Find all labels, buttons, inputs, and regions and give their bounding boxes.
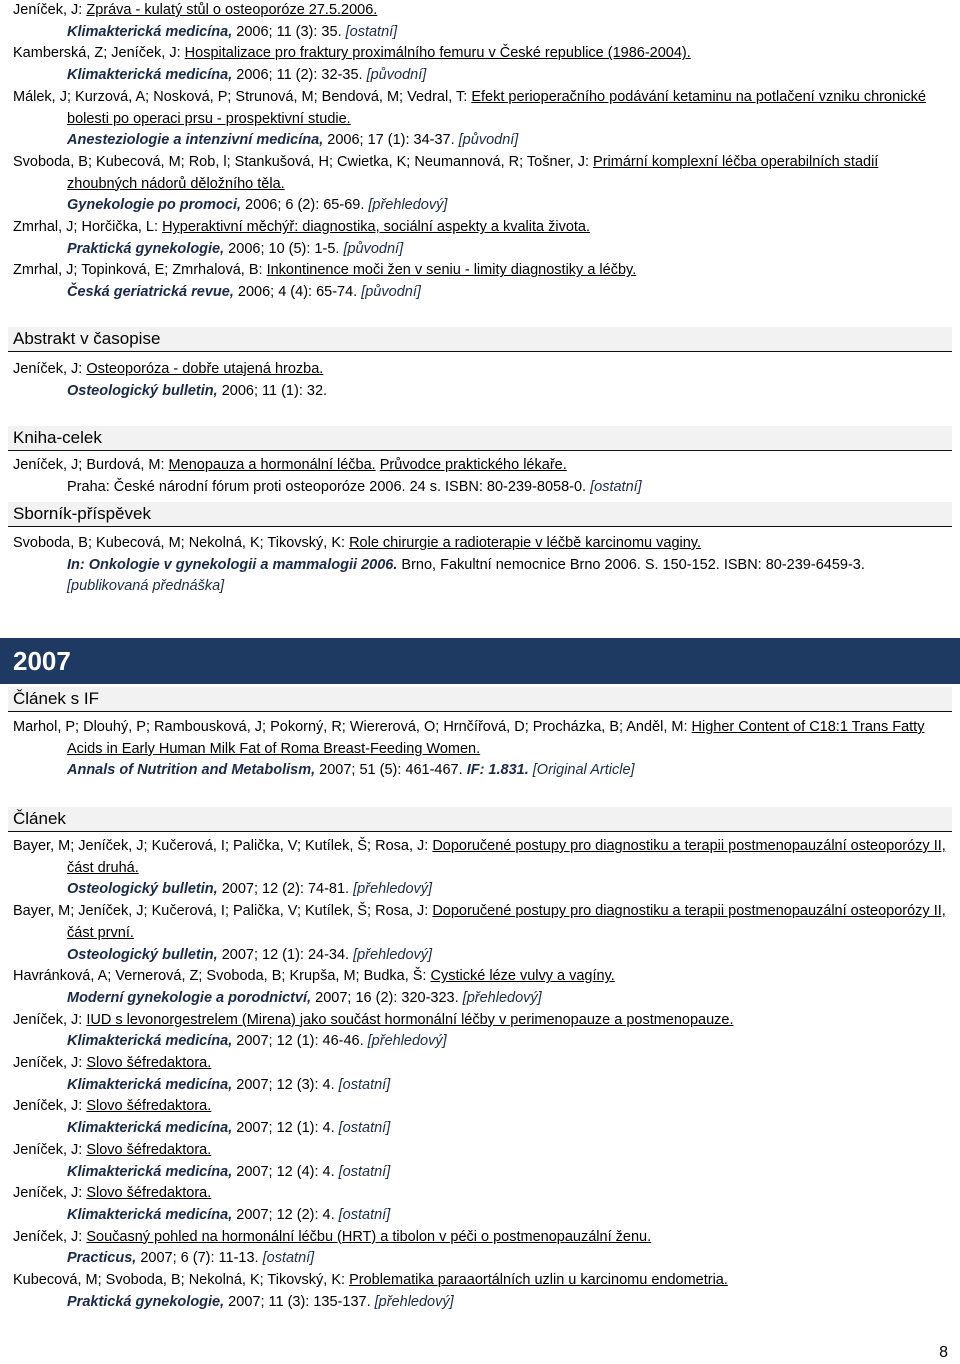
publication-entry — [13, 1096, 947, 1139]
entry-tag: [původní] — [458, 132, 519, 149]
publication-entry — [13, 359, 947, 402]
entry-journal: Anesteziologie a intenzivní medicína, — [67, 132, 324, 149]
entry-tag: [přehledový] — [353, 946, 433, 963]
entry-authors: Zmrhal, J; Horčička, L: — [13, 219, 163, 236]
section-heading-clanek-if: Článek s IF — [8, 687, 952, 712]
entry-details: 2006; 6 (2): 65-69. — [241, 197, 369, 214]
entry-journal: Annals of Nutrition and Metabolism, — [67, 762, 316, 779]
entry-title-link[interactable]: Zpráva - kulatý stůl o osteoporóze 27.5.2006. — [86, 2, 378, 18]
entry-tag: [ostatní] — [338, 1120, 391, 1137]
entry-impact-factor: IF: 1.831. — [466, 762, 529, 779]
entry-authors: Bayer, M; Jeníček, J; Kučerová, I; Palička, V; Kutílek, Š; Rosa, J: — [13, 903, 433, 920]
entry-details: 2007; 12 (1): 4. — [232, 1120, 339, 1137]
entry-tag: [ostatní] — [338, 1163, 391, 1180]
entry-authors: Jeníček, J: — [13, 1141, 87, 1158]
entry-journal: Česká geriatrická revue, — [67, 284, 234, 301]
entry-title-link[interactable]: Současný pohled na hormonální léčbu (HRT) a tibolon v péči o postmenopauzální ženu. — [86, 1228, 652, 1245]
entry-authors: Bayer, M; Jeníček, J; Kučerová, I; Palička, V; Kutílek, Š; Rosa, J: — [13, 838, 433, 854]
entry-details: 2007; 11 (3): 135-137. — [224, 1293, 375, 1310]
entry-title-link[interactable]: Slovo šéfredaktora. — [86, 1055, 212, 1072]
if-article-list — [13, 717, 947, 782]
entry-proceedings: In: Onkologie v gynekologii a mammalogii 2006. — [67, 556, 398, 573]
entry-details: 2007; 51 (5): 461-467. — [315, 762, 467, 779]
entry-tag: [ostatní] — [345, 23, 398, 40]
entry-journal: Praktická gynekologie, — [67, 1293, 225, 1310]
section-heading-abstrakt: Abstrakt v časopise — [8, 327, 952, 352]
publication-entry — [13, 455, 947, 498]
entry-authors: Málek, J; Kurzová, A; Nosková, P; Strunová, M; Bendová, M; Vedral, T: — [13, 88, 472, 105]
publication-entry — [13, 43, 947, 86]
section-heading-sbornik: Sborník-příspěvek — [8, 502, 952, 527]
book-list — [13, 455, 947, 498]
entry-tag: [přehledový] — [462, 989, 542, 1006]
publication-entry — [13, 533, 947, 598]
entry-tag: [přehledový] — [353, 881, 433, 898]
entry-tag: [přehledový] — [367, 1033, 447, 1050]
entry-tag: [ostatní] — [338, 1206, 391, 1223]
publication-entry — [13, 1140, 947, 1183]
entry-journal: Practicus, — [67, 1250, 137, 1267]
entry-details: 2006; 11 (1): 32. — [217, 382, 328, 399]
entry-tag: [ostatní] — [338, 1076, 391, 1093]
entry-title-link[interactable]: Hospitalizace pro fraktury proximálního femuru v České republice (1986-2004). — [184, 45, 691, 62]
entry-tag: [původní] — [361, 284, 421, 301]
entry-tag: [publikovaná přednáška] — [67, 578, 225, 595]
entry-title-link[interactable]: Primární komplexní léčba operabilních stadií zhoubných nádorů děložního těla. — [67, 153, 879, 192]
publication-entry — [13, 87, 947, 152]
entry-tag: [původní] — [343, 240, 404, 257]
entry-title-link[interactable]: Slovo šéfredaktora. — [86, 1098, 212, 1115]
entry-title-link[interactable]: Doporučené postupy pro diagnostiku a terapii postmenopauzální osteoporózy II, část druhá. — [67, 838, 946, 876]
entry-authors: Marhol, P; Dlouhý, P; Rambousková, J; Pokorný, R; Wiererová, O; Hrnčířová, D; Procházka, B; Anděl, M: — [13, 719, 692, 735]
publication-entry — [13, 966, 947, 1009]
entry-title-link[interactable]: Efekt perioperačního podávání ketaminu na potlačení vzniku chronické bolesti po operaci prsu - prospektivní studie. — [67, 88, 926, 127]
publication-entry — [13, 901, 947, 966]
entry-tag: [Original Article] — [528, 762, 635, 779]
entry-authors: Jeníček, J: — [13, 2, 87, 18]
entry-details: 2007; 12 (1): 24-34. — [217, 946, 354, 963]
entry-title-link[interactable]: Slovo šéfredaktora. — [86, 1185, 212, 1202]
entry-authors: Havránková, A; Vernerová, Z; Svoboda, B; Krupša, M; Budka, Š: — [13, 968, 431, 985]
page-number: 8 — [939, 1344, 948, 1361]
entry-journal: Klimakterická medicína, — [67, 1163, 233, 1180]
entry-subtitle-link[interactable]: Průvodce praktického lékaře. — [379, 457, 567, 473]
entry-journal: Gynekologie po promoci, — [67, 197, 242, 214]
publication-entry — [13, 1270, 947, 1313]
publication-entry — [13, 0, 947, 43]
entry-authors: Jeníček, J: — [13, 1055, 87, 1072]
entry-authors: Kamberská, Z; Jeníček, J: — [13, 45, 185, 62]
entry-tag: [přehledový] — [374, 1293, 454, 1310]
publication-entry — [13, 1183, 947, 1226]
entry-journal: Klimakterická medicína, — [67, 23, 233, 40]
entry-authors: Svoboda, B; Kubecová, M; Rob, l; Stankušová, H; Cwietka, K; Neumannová, R; Tošner, J: — [13, 153, 594, 170]
entry-journal: Praktická gynekologie, — [67, 240, 225, 257]
entry-authors: Zmrhal, J; Topinková, E; Zmrhalová, B: — [13, 262, 267, 279]
entry-journal: Osteologický bulletin, — [67, 946, 218, 963]
entry-title-link[interactable]: Menopauza a hormonální léčba. — [168, 457, 376, 473]
entry-title-link[interactable]: Osteoporóza - dobře utajená hrozba. — [86, 361, 324, 377]
entry-title-link[interactable]: Hyperaktivní měchýř: diagnostika, sociální aspekty a kvalita života. — [162, 219, 591, 236]
article-list-2006 — [13, 0, 947, 304]
entry-authors: Svoboda, B; Kubecová, M; Nekolná, K; Tikovský, K: — [13, 535, 350, 551]
section-heading-clanek: Článek — [8, 807, 952, 832]
entry-title-link[interactable]: Role chirurgie a radioterapie v léčbě karcinomu vaginy. — [349, 535, 702, 551]
entry-details: 2006; 11 (3): 35. — [232, 23, 346, 40]
entry-title-link[interactable]: Doporučené postupy pro diagnostiku a terapii postmenopauzální osteoporózy II, část první. — [67, 903, 946, 941]
entry-title-link[interactable]: Inkontinence moči žen v seniu - limity diagnostiky a léčby. — [266, 262, 637, 279]
entry-authors: Jeníček, J: — [13, 361, 87, 377]
entry-title-link[interactable]: Problematika paraaortálních uzlin u karcinomu endometria. — [349, 1272, 728, 1289]
entry-details: 2007; 16 (2): 320-323. — [311, 989, 463, 1006]
entry-details: 2007; 12 (2): 4. — [232, 1206, 339, 1223]
entry-journal: Osteologický bulletin, — [67, 881, 218, 898]
entry-details: 2006; 10 (5): 1-5. — [224, 240, 344, 257]
entry-journal: Klimakterická medicína, — [67, 1120, 233, 1137]
abstract-list — [13, 359, 947, 402]
entry-details: Brno, Fakultní nemocnice Brno 2006. S. 150-152. ISBN: 80-239-6459-3. — [397, 556, 865, 573]
entry-title-link[interactable]: Higher Content of C18:1 Trans Fatty Acids in Early Human Milk Fat of Roma Breast-Feeding Women. — [67, 719, 925, 757]
entry-journal: Klimakterická medicína, — [67, 67, 233, 84]
proceedings-list — [13, 533, 947, 598]
entry-details: 2006; 17 (1): 34-37. — [323, 132, 459, 149]
publication-entry — [13, 1053, 947, 1096]
publication-entry — [13, 260, 947, 303]
entry-details: 2007; 12 (2): 74-81. — [217, 881, 354, 898]
entry-authors: Jeníček, J; Burdová, M: — [13, 457, 169, 473]
entry-authors: Kubecová, M; Svoboda, B; Nekolná, K; Tikovský, K: — [13, 1272, 350, 1289]
publication-entry — [13, 1227, 947, 1270]
entry-details: 2007; 12 (4): 4. — [232, 1163, 339, 1180]
entry-authors: Jeníček, J: — [13, 1011, 87, 1028]
entry-journal: Klimakterická medicína, — [67, 1206, 233, 1223]
entry-details: 2007; 6 (7): 11-13. — [136, 1250, 263, 1267]
publication-entry — [13, 836, 947, 901]
entry-journal: Osteologický bulletin, — [67, 382, 218, 399]
section-heading-kniha: Kniha-celek — [8, 426, 952, 451]
publication-entry — [13, 152, 947, 217]
article-list-2007 — [13, 836, 947, 1313]
entry-tag: [původní] — [366, 67, 427, 84]
entry-details: 2006; 11 (2): 32-35. — [232, 67, 367, 84]
entry-journal: Klimakterická medicína, — [67, 1033, 233, 1050]
entry-tag: [přehledový] — [368, 197, 448, 214]
entry-details: 2007; 12 (1): 46-46. — [232, 1033, 368, 1050]
publication-entry — [13, 217, 947, 260]
entry-title-link[interactable]: IUD s levonorgestrelem (Mirena) jako součást hormonální léčby v perimenopauze a postmenopauze. — [86, 1011, 734, 1028]
entry-details: Praha: České národní fórum proti osteoporóze 2006. 24 s. ISBN: 80-239-8058-0. — [67, 478, 591, 495]
entry-authors: Jeníček, J: — [13, 1185, 87, 1202]
entry-journal: Moderní gynekologie a porodnictví, — [67, 989, 312, 1006]
entry-authors: Jeníček, J: — [13, 1228, 87, 1245]
entry-title-link[interactable]: Cystické léze vulvy a vagíny. — [430, 968, 615, 985]
entry-journal: Klimakterická medicína, — [67, 1076, 233, 1093]
year-banner: 2007 — [0, 638, 960, 684]
publication-entry — [13, 1010, 947, 1053]
entry-tag: [ostatní] — [262, 1250, 315, 1267]
entry-authors: Jeníček, J: — [13, 1098, 87, 1115]
entry-details: 2007; 12 (3): 4. — [232, 1076, 339, 1093]
entry-details: 2006; 4 (4): 65-74. — [233, 284, 362, 301]
publication-entry — [13, 717, 947, 782]
entry-title-link[interactable]: Slovo šéfredaktora. — [86, 1141, 212, 1158]
entry-tag: [ostatní] — [590, 478, 642, 495]
